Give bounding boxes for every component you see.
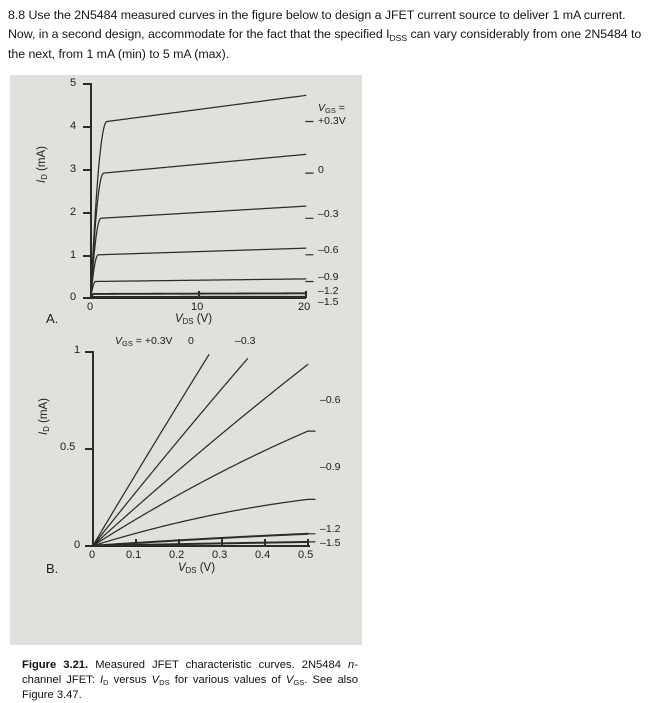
- chart-a-curve--0.9: [91, 279, 306, 298]
- chart-a-y-ticklabel-5: 5: [70, 77, 77, 89]
- figure-panel: [10, 75, 362, 702]
- problem-text-part1: 8.8 Use the 2N5484 measured curves in the figure below to design a JFET current source to deliver 1 mA current. Now, in a second design, accommodate for the fact that the specified I: [8, 8, 626, 41]
- chart-a-y-ticklabel-1: 1: [70, 249, 77, 261]
- chart-b-x-axis-symbol: V: [178, 562, 186, 574]
- chart-a-x-axis-symbol: V: [175, 313, 183, 325]
- figure-caption-text3: versus: [108, 673, 152, 686]
- problem-statement: [8, 6, 642, 64]
- chart-a-legend-title-sub: GS: [325, 106, 336, 115]
- chart-a-legend-vgs-5: –1.2: [318, 285, 339, 297]
- chart-a-panel-letter: A.: [46, 311, 59, 326]
- figure-caption-italic2: I: [99, 673, 104, 686]
- chart-b-legend-vgs-2: –0.3: [235, 335, 256, 347]
- chart-a-y-axis-symbol: I: [36, 179, 48, 183]
- chart-b-y-ticklabel-0: 0: [74, 539, 81, 551]
- chart-a-curve--1.5: [91, 297, 306, 298]
- chart-b-x-axis-sub: DS: [185, 566, 197, 575]
- figure-caption-sub4: GS: [293, 677, 305, 687]
- chart-b-curve--0.6: [93, 431, 308, 546]
- chart-a-legend-vgs-1: 0: [318, 164, 324, 176]
- chart-a-legend-vgs-4: –0.9: [318, 271, 339, 283]
- chart-a-y-ticklabel-0: 0: [70, 291, 77, 303]
- chart-b-x-ticklabel-0.4: 0.4: [255, 549, 271, 561]
- chart-a-legend-vgs-0.3: [318, 102, 346, 127]
- chart-a-y-axis-sub: D: [40, 174, 49, 180]
- chart-b-legend-title-sub: GS: [122, 339, 133, 348]
- chart-b-panel-letter: B.: [46, 561, 59, 576]
- chart-b-x-axis-unit: (V): [196, 562, 216, 574]
- chart-a-legend-vgs-6: –1.5: [318, 296, 339, 308]
- figure-caption-italic4: V: [285, 673, 294, 686]
- chart-a-x-ticklabel-10: 10: [191, 301, 204, 313]
- chart-panel-b: [10, 333, 362, 583]
- chart-a-y-axis-unit: (mA): [36, 146, 48, 175]
- chart-b-y-axis-sub: D: [42, 426, 51, 432]
- chart-b-x-ticklabel-0.5: 0.5: [298, 549, 314, 561]
- figure-caption-sub3: DS: [159, 677, 170, 687]
- idss-subscript: DSS: [389, 32, 408, 43]
- chart-b-x-ticklabel-0.3: 0.3: [212, 549, 228, 561]
- chart-b-curve-+0.3V: [93, 355, 209, 546]
- chart-b-legend-vgs-1: 0: [188, 335, 194, 347]
- chart-b-legend-vgs-3: –0.6: [320, 394, 341, 406]
- chart-a-x-ticklabel-20: 20: [298, 301, 311, 313]
- chart-a-curves: [10, 75, 362, 325]
- chart-b-y-ticklabel-1: 1: [74, 344, 81, 356]
- chart-a-legend-title-symbol: V: [318, 102, 326, 114]
- chart-a-y-ticklabel-2: 2: [70, 206, 77, 218]
- chart-a-x-axis-unit: (V): [193, 313, 213, 325]
- figure-caption-label: Figure 3.21.: [22, 659, 89, 671]
- chart-b-curve--0.3: [93, 364, 308, 545]
- chart-a-curve--0.6: [91, 248, 306, 298]
- chart-a-y-ticklabel-3: 3: [70, 163, 77, 175]
- chart-b-legend-vgs-5: –1.2: [320, 523, 341, 535]
- problem-text-part2: can vary considerably from one 2N5484 to the next, from 1 mA (min) to 5 mA (max).: [8, 27, 642, 61]
- chart-b-y-axis-unit: (mA): [38, 398, 50, 427]
- chart-a-curve-0: [91, 154, 306, 297]
- chart-b-legend-value-0: +0.3V: [144, 335, 173, 347]
- chart-a-legend-title-eq: =: [335, 102, 345, 114]
- chart-a-y-ticklabel-4: 4: [70, 120, 77, 132]
- chart-b-legend-title-eq: =: [132, 335, 145, 347]
- chart-b-curve-0: [93, 359, 248, 546]
- chart-a-legend-vgs-2: –0.3: [318, 208, 339, 220]
- chart-a-x-axis-sub: DS: [182, 317, 194, 326]
- figure-caption: [22, 658, 358, 703]
- chart-a-x-ticklabel-0: 0: [87, 301, 94, 313]
- chart-a-legend-vgs-3: –0.6: [318, 244, 339, 256]
- chart-b-x-ticklabel-0: 0: [89, 549, 96, 561]
- figure-caption-text1: Measured JFET characteristic curves. 2N5484: [88, 659, 349, 671]
- figure-caption-text2: -channel JFET:: [22, 659, 358, 686]
- chart-a-curve-+0.3V: [91, 95, 306, 297]
- chart-b-legend-vgs-6: –1.5: [320, 537, 341, 549]
- figure-caption-text4: for various values of: [169, 673, 286, 686]
- chart-a-legend-value-0: +0.3V: [318, 115, 346, 127]
- chart-b-legend-vgs-4: –0.9: [320, 461, 341, 473]
- figure-caption-italic3: V: [151, 673, 160, 686]
- chart-b-curves: [10, 333, 362, 583]
- chart-panel-a: [10, 75, 362, 325]
- chart-b-legend-vgs-0.3: [115, 335, 173, 348]
- figure-caption-sub2: D: [103, 677, 109, 687]
- chart-b-y-ticklabel-0.5: 0.5: [60, 441, 76, 453]
- figure-caption-italic1: n: [348, 659, 355, 671]
- chart-b-legend-title-symbol: V: [115, 335, 123, 347]
- figure-caption-text5: . See also Figure 3.47.: [22, 673, 358, 702]
- chart-b-y-axis-symbol: I: [38, 431, 50, 435]
- chart-b-x-ticklabel-0.2: 0.2: [169, 549, 185, 561]
- chart-b-x-ticklabel-0.1: 0.1: [126, 549, 142, 561]
